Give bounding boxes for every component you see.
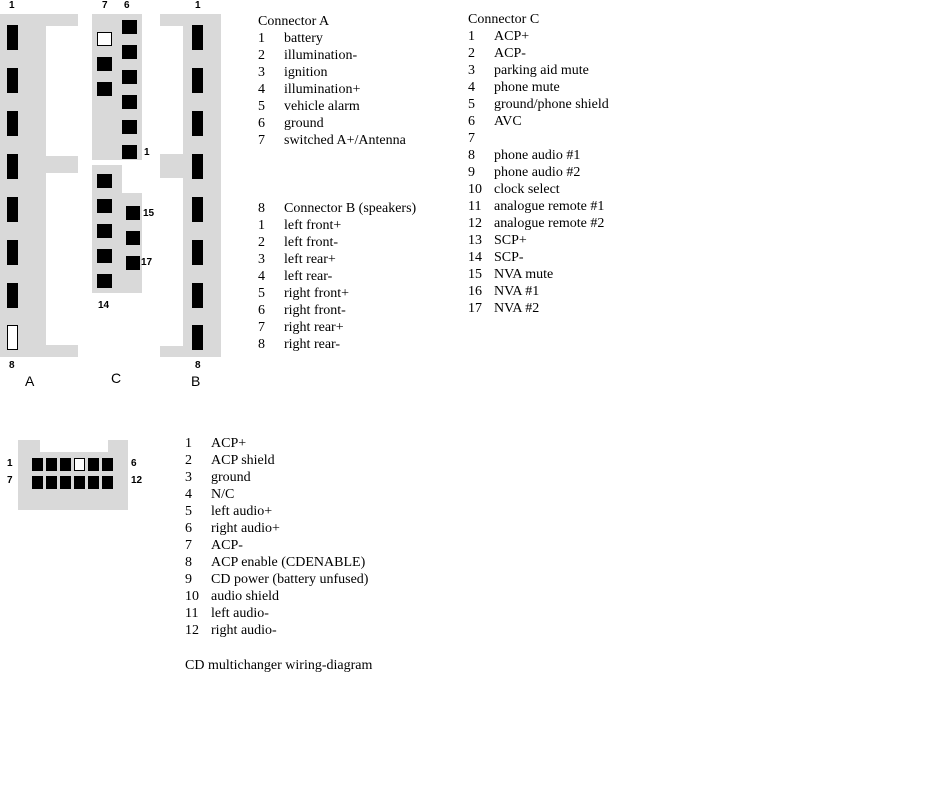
connector-a-pin-item: [258, 115, 406, 132]
connector-c-pin17-number: 17: [141, 257, 153, 268]
connector-c-pin: [122, 95, 137, 109]
cd-connector-pin: [46, 476, 57, 489]
cd-pin-item-number: 7: [185, 538, 192, 553]
connector-c-pin-item-number: 9: [468, 165, 475, 180]
cd-connector-pin: [74, 476, 85, 489]
connector-c-pin1-number: 1: [144, 147, 150, 158]
connector-c-pin-item: [468, 45, 614, 62]
connector-c-pin: [126, 256, 140, 270]
cd-row1-right-number: 6: [131, 458, 137, 469]
connector-a-pin: [7, 111, 18, 136]
cd-pin-item: [185, 588, 368, 605]
cd-connector-pin: [102, 458, 113, 471]
connector-a-pin-item: [258, 132, 406, 149]
connector-c-pin-item-number: 3: [468, 63, 475, 78]
connector-c-pin-item-label: ACP+: [494, 29, 530, 44]
connector-c-pin-list: [468, 28, 614, 317]
cd-pin-item-label: right audio+: [211, 521, 280, 536]
connector-b-pin-item-label: left rear-: [284, 269, 333, 284]
cd-connector-pin: [46, 458, 57, 471]
cd-pin-item-number: 2: [185, 453, 192, 468]
connector-c-title: Connector C: [468, 12, 540, 27]
connector-a-pin-list: [258, 30, 406, 149]
cd-pin-item-label: audio shield: [211, 589, 280, 604]
connector-b-pin: [192, 154, 203, 179]
connector-c-pin: [122, 45, 137, 59]
cd-pin-item-number: 6: [185, 521, 192, 536]
connector-b-pin: [192, 197, 203, 222]
connector-b-pin-item-label: right rear-: [284, 337, 341, 352]
cd-pin-item: [185, 605, 368, 622]
connector-c-pin-item-label: SCP-: [494, 250, 524, 265]
cd-pin-item-label: ACP-: [211, 538, 243, 553]
connector-b-pin-item: [258, 285, 349, 302]
cd-row2-left-number: 7: [7, 475, 13, 486]
connector-c-pin-item: [468, 300, 614, 317]
connector-c-pin-item-number: 11: [468, 199, 482, 214]
cd-pin-item-label: N/C: [211, 487, 235, 502]
connector-c-pin: [97, 274, 112, 288]
cd-pin-item-label: right audio-: [211, 623, 277, 638]
cd-pin-item-label: ACP shield: [211, 453, 275, 468]
connector-a-pin-item-label: ground: [284, 116, 324, 131]
cd-pin-item-number: 5: [185, 504, 192, 519]
connector-b-bottom-pin-number: 8: [195, 360, 201, 371]
connector-c-pin-item: [468, 130, 614, 147]
cd-row2-right-number: 12: [131, 475, 143, 486]
connector-b-pin-item: [258, 319, 349, 336]
connector-b-pin: [192, 240, 203, 265]
connector-c-pin-item-number: 10: [468, 182, 482, 197]
connector-b-pin-item-label: left front-: [284, 235, 339, 250]
connector-c-pin-item-label: NVA #1: [494, 284, 540, 299]
connector-b-pin-item-label: left rear+: [284, 252, 336, 267]
connector-b-pin: [192, 111, 203, 136]
cd-connector-pin: [88, 476, 99, 489]
cd-pin-item-label: left audio+: [211, 504, 273, 519]
connector-a-pin-empty: [7, 325, 18, 350]
cd-pin-item: [185, 503, 368, 520]
connector-a-pin: [7, 283, 18, 308]
connector-b-pin-item-label: right rear+: [284, 320, 344, 335]
connector-c-pin-item: [468, 215, 614, 232]
connector-c-pin: [97, 57, 112, 71]
connector-a-pin-item-number: 4: [258, 82, 265, 97]
cd-connector-pin-empty: [74, 458, 85, 471]
connector-c-pin-empty: [97, 32, 112, 46]
connector-c-pin-item-label: ground/phone shield: [494, 97, 609, 112]
connector-c-pin-item-number: 17: [468, 301, 482, 316]
connector-a-pin-item-number: 5: [258, 99, 265, 114]
cd-pin-item: [185, 435, 368, 452]
cd-pin-item-label: CD power (battery unfused): [211, 572, 369, 587]
cd-pin-item: [185, 486, 368, 503]
connector-c-pin-item: [468, 198, 614, 215]
connector-c-pin-item-label: parking aid mute: [494, 63, 589, 78]
cd-row1-left-number: 1: [7, 458, 13, 469]
connector-b-pin-item-number: 8: [258, 337, 265, 352]
connector-a-pin: [7, 197, 18, 222]
cd-pin-item-number: 4: [185, 487, 192, 502]
connector-c-pin-item: [468, 147, 614, 164]
connector-a-pin-item: [258, 81, 406, 98]
connector-a-pin: [7, 25, 18, 50]
connector-c-pin: [122, 145, 137, 159]
connector-c-pin-item: [468, 28, 614, 45]
connector-c-pin-item: [468, 113, 614, 130]
connector-c-pin-item: [468, 164, 614, 181]
connector-b-pin-item-number: 6: [258, 303, 265, 318]
connector-c-pin-item: [468, 79, 614, 96]
connector-c-pin-item: [468, 283, 614, 300]
connector-b-pin-item: [258, 234, 349, 251]
connector-c-pin: [97, 82, 112, 96]
connector-a-pin: [7, 68, 18, 93]
connector-c-pin-item-number: 13: [468, 233, 482, 248]
connector-b-header-number: 8: [258, 201, 265, 216]
connector-c-pin-item-label: phone mute: [494, 80, 560, 95]
connector-a-pin-item-label: illumination-: [284, 48, 358, 63]
cd-pin-item-number: 8: [185, 555, 192, 570]
connector-b-pin-item: [258, 251, 349, 268]
connector-c-pin-item-label: analogue remote #1: [494, 199, 605, 214]
connector-b-pin-item-label: left front+: [284, 218, 342, 233]
connector-c-name: C: [111, 370, 122, 386]
cd-pin-item-number: 9: [185, 572, 192, 587]
connector-a-pin-item: [258, 47, 406, 64]
connector-c-pin-item-number: 2: [468, 46, 475, 61]
cd-pin-item: [185, 537, 368, 554]
connector-b-name: B: [191, 373, 201, 389]
connector-a-pin-item: [258, 30, 406, 47]
connector-a-pin-item-number: 7: [258, 133, 265, 148]
connector-c-pin-item-number: 7: [468, 131, 475, 146]
cd-pin-item-number: 11: [185, 606, 199, 621]
connector-a-title: Connector A: [258, 14, 330, 29]
connector-b-pin-item-number: 4: [258, 269, 265, 284]
cd-pin-item-label: ground: [211, 470, 251, 485]
cd-connector-pin: [60, 458, 71, 471]
connector-b-pin-list: [258, 217, 349, 353]
connector-b-pin-item-label: right front-: [284, 303, 346, 318]
cd-pin-item: [185, 469, 368, 486]
cd-connector-pin: [32, 476, 43, 489]
connector-a-pin-item-label: switched A+/Antenna: [284, 133, 406, 148]
connector-c-pin-item-label: analogue remote #2: [494, 216, 605, 231]
connector-a-bottom-pin-number: 8: [9, 360, 15, 371]
connector-a-pin-item-number: 3: [258, 65, 265, 80]
connector-a-pin-item-label: illumination+: [284, 82, 361, 97]
connector-a-pin-item-number: 2: [258, 48, 265, 63]
connector-b-pin-item: [258, 336, 349, 353]
connector-a-top-pin-number: 1: [9, 0, 15, 11]
cd-connector-pin-list: [185, 435, 368, 639]
connector-b-title: Connector B (speakers): [284, 201, 417, 216]
connector-c-pin-item: [468, 96, 614, 113]
connector-c-pin-item: [468, 232, 614, 249]
connector-b-pin-item: [258, 217, 349, 234]
connector-c-pin: [97, 174, 112, 188]
connector-c-pin: [126, 231, 140, 245]
connector-c-pin-item-label: AVC: [494, 114, 522, 129]
connector-b-pin: [192, 68, 203, 93]
cd-connector-pin: [32, 458, 43, 471]
connector-c-pin-item-label: clock select: [494, 182, 560, 197]
connector-c-pin-item-number: 8: [468, 148, 475, 163]
cd-pin-item-number: 10: [185, 589, 199, 604]
cd-pin-item-label: left audio-: [211, 606, 269, 621]
connector-c-pin-item-number: 4: [468, 80, 475, 95]
connector-c-pin-item-label: NVA mute: [494, 267, 554, 282]
connector-c-pin: [97, 224, 112, 238]
connector-c-pin-item-label: phone audio #2: [494, 165, 581, 180]
connector-c-pin: [126, 206, 140, 220]
connector-c-pin-item: [468, 181, 614, 198]
connector-c-pin: [122, 70, 137, 84]
connector-c-pin-item-number: 14: [468, 250, 482, 265]
connector-c-pin-item-label: phone audio #1: [494, 148, 581, 163]
connector-a-pin-item: [258, 98, 406, 115]
connector-c-pin-item-number: 1: [468, 29, 475, 44]
connector-c-pin-item-number: 5: [468, 97, 475, 112]
connector-b-pin-item-label: right front+: [284, 286, 350, 301]
connector-b-pin-item: [258, 268, 349, 285]
connector-b-pin-item-number: 1: [258, 218, 265, 233]
connector-c-pin: [97, 199, 112, 213]
connector-b-pin-item-number: 7: [258, 320, 265, 335]
connector-c-pin: [97, 249, 112, 263]
cd-pin-item: [185, 520, 368, 537]
connector-a-pin-item-number: 1: [258, 31, 265, 46]
connector-c-top-right-pin-number: 6: [124, 0, 130, 11]
connector-a-pin-item-label: vehicle alarm: [284, 99, 360, 114]
connector-a-pin-item-label: ignition: [284, 65, 328, 80]
cd-connector-pin: [60, 476, 71, 489]
cd-pin-item-number: 12: [185, 623, 199, 638]
cd-pin-item-number: 3: [185, 470, 192, 485]
connector-b-pin: [192, 25, 203, 50]
connector-a-pin: [7, 240, 18, 265]
connector-c-pin-item: [468, 249, 614, 266]
connector-c-top-left-pin-number: 7: [102, 0, 108, 11]
connector-a-pin: [7, 154, 18, 179]
cd-pin-item-label: ACP enable (CDENABLE): [211, 555, 366, 570]
cd-pin-item: [185, 452, 368, 469]
connector-b-pin-item: [258, 302, 349, 319]
cd-connector-pin: [102, 476, 113, 489]
connector-a-pin-item: [258, 64, 406, 81]
connector-a-name: A: [25, 373, 35, 389]
cd-pin-item: [185, 554, 368, 571]
connector-c-pin-item-number: 16: [468, 284, 482, 299]
cd-pin-item: [185, 622, 368, 639]
connector-b-pin-item-number: 5: [258, 286, 265, 301]
connector-c-pin-item-label: SCP+: [494, 233, 527, 248]
connector-c-pin: [122, 20, 137, 34]
connector-c-pin-item-number: 15: [468, 267, 482, 282]
connector-a-pin-item-number: 6: [258, 116, 265, 131]
connector-b-pin-item-number: 2: [258, 235, 265, 250]
connector-b-pin-item-number: 3: [258, 252, 265, 267]
connector-b-pin: [192, 283, 203, 308]
connector-a-pin-item-label: battery: [284, 31, 323, 46]
connector-c-pin-item-label: ACP-: [494, 46, 526, 61]
connector-c-pin-item-number: 12: [468, 216, 482, 231]
connector-c-pin: [122, 120, 137, 134]
cd-caption: CD multichanger wiring-diagram: [185, 658, 373, 673]
cd-connector-pin: [88, 458, 99, 471]
connector-c-pin-item: [468, 266, 614, 283]
connector-c-pin15-number: 15: [143, 208, 155, 219]
connector-b-title-row: [258, 200, 416, 217]
cd-pin-item: [185, 571, 368, 588]
connector-b-pin: [192, 325, 203, 350]
connector-c-pin-item-number: 6: [468, 114, 475, 129]
connector-c-pin-item: [468, 62, 614, 79]
cd-pin-item-label: ACP+: [211, 436, 247, 451]
connector-b-top-pin-number: 1: [195, 0, 201, 11]
connector-c-pin14-number: 14: [98, 300, 110, 311]
cd-pin-item-number: 1: [185, 436, 192, 451]
connector-c-pin-item-label: NVA #2: [494, 301, 540, 316]
